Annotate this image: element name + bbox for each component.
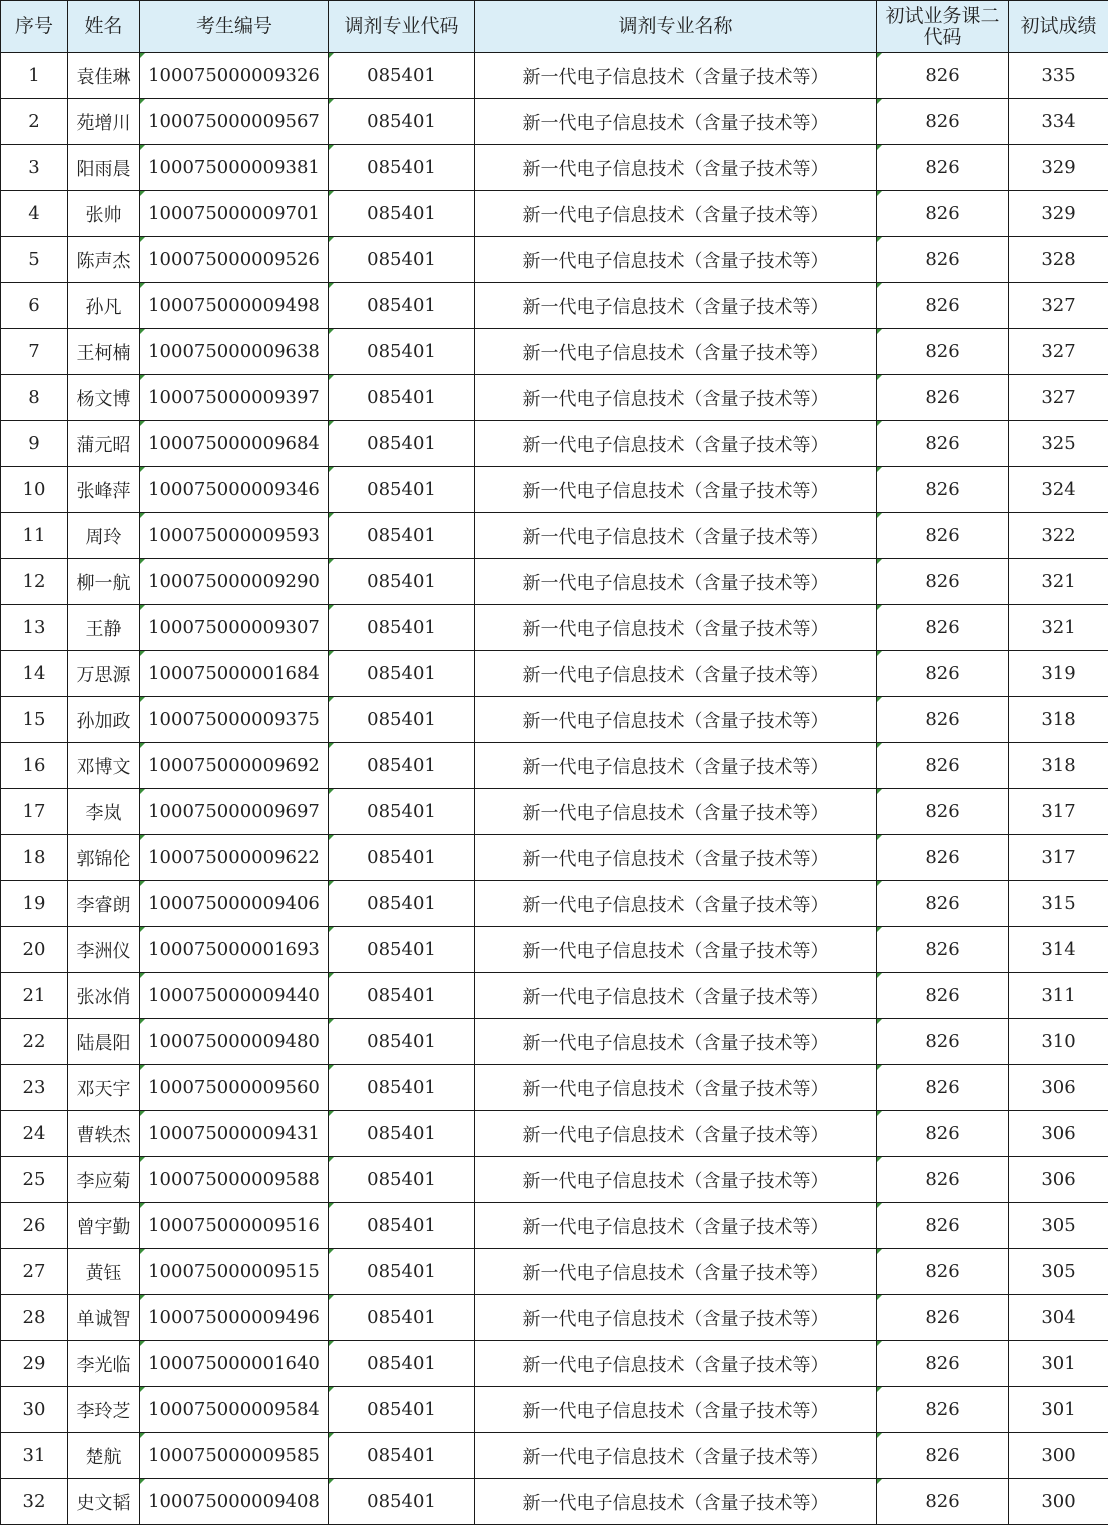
cell-major-name: 新一代电子信息技术（含量子技术等） — [475, 559, 877, 605]
cell-major-code: 085401 — [329, 513, 475, 559]
cell-seq: 24 — [1, 1111, 68, 1157]
cell-score: 327 — [1009, 329, 1108, 375]
cell-name: 郭锦伦 — [68, 835, 140, 881]
cell-score: 321 — [1009, 605, 1108, 651]
cell-name: 杨文博 — [68, 375, 140, 421]
cell-major-code: 085401 — [329, 697, 475, 743]
cell-seq: 6 — [1, 283, 68, 329]
cell-score: 317 — [1009, 835, 1108, 881]
cell-candidate-id: 100075000009560 — [140, 1065, 329, 1111]
cell-major-name: 新一代电子信息技术（含量子技术等） — [475, 237, 877, 283]
cell-major-code: 085401 — [329, 1157, 475, 1203]
cell-candidate-id: 100075000009307 — [140, 605, 329, 651]
cell-major-code: 085401 — [329, 99, 475, 145]
cell-name: 王柯楠 — [68, 329, 140, 375]
table-row — [1, 467, 1108, 513]
table-row — [1, 1433, 1108, 1479]
cell-major-name: 新一代电子信息技术（含量子技术等） — [475, 651, 877, 697]
cell-name: 黄钰 — [68, 1249, 140, 1295]
cell-major-code: 085401 — [329, 973, 475, 1019]
cell-major-name: 新一代电子信息技术（含量子技术等） — [475, 1249, 877, 1295]
cell-seq: 27 — [1, 1249, 68, 1295]
cell-subject-code: 826 — [877, 1341, 1009, 1387]
cell-major-code: 085401 — [329, 605, 475, 651]
table-row — [1, 1387, 1108, 1433]
cell-major-name: 新一代电子信息技术（含量子技术等） — [475, 283, 877, 329]
cell-candidate-id: 100075000009496 — [140, 1295, 329, 1341]
cell-subject-code: 826 — [877, 191, 1009, 237]
cell-subject-code: 826 — [877, 1157, 1009, 1203]
table-row — [1, 789, 1108, 835]
cell-major-code: 085401 — [329, 1433, 475, 1479]
cell-name: 史文韬 — [68, 1479, 140, 1525]
cell-candidate-id: 100075000009290 — [140, 559, 329, 605]
table-row — [1, 605, 1108, 651]
header-score: 初试成绩 — [1009, 1, 1108, 53]
cell-seq: 31 — [1, 1433, 68, 1479]
cell-candidate-id: 100075000009498 — [140, 283, 329, 329]
cell-subject-code: 826 — [877, 329, 1009, 375]
cell-name: 周玲 — [68, 513, 140, 559]
cell-score: 314 — [1009, 927, 1108, 973]
cell-subject-code: 826 — [877, 881, 1009, 927]
cell-major-code: 085401 — [329, 1479, 475, 1525]
table-row — [1, 1019, 1108, 1065]
cell-subject-code: 826 — [877, 237, 1009, 283]
cell-major-name: 新一代电子信息技术（含量子技术等） — [475, 973, 877, 1019]
cell-candidate-id: 100075000009697 — [140, 789, 329, 835]
cell-seq: 19 — [1, 881, 68, 927]
cell-major-name: 新一代电子信息技术（含量子技术等） — [475, 789, 877, 835]
cell-score: 300 — [1009, 1479, 1108, 1525]
cell-major-code: 085401 — [329, 1111, 475, 1157]
cell-major-code: 085401 — [329, 1249, 475, 1295]
cell-candidate-id: 100075000009593 — [140, 513, 329, 559]
cell-score: 334 — [1009, 99, 1108, 145]
cell-candidate-id: 100075000001684 — [140, 651, 329, 697]
cell-score: 304 — [1009, 1295, 1108, 1341]
cell-name: 李睿朗 — [68, 881, 140, 927]
cell-major-name: 新一代电子信息技术（含量子技术等） — [475, 375, 877, 421]
cell-major-code: 085401 — [329, 191, 475, 237]
cell-seq: 11 — [1, 513, 68, 559]
cell-major-name: 新一代电子信息技术（含量子技术等） — [475, 145, 877, 191]
cell-score: 310 — [1009, 1019, 1108, 1065]
cell-candidate-id: 100075000009638 — [140, 329, 329, 375]
cell-subject-code: 826 — [877, 421, 1009, 467]
cell-major-code: 085401 — [329, 329, 475, 375]
cell-major-code: 085401 — [329, 53, 475, 99]
cell-subject-code: 826 — [877, 559, 1009, 605]
cell-name: 孙凡 — [68, 283, 140, 329]
header-row — [1, 1, 1108, 53]
table-row — [1, 973, 1108, 1019]
cell-major-name: 新一代电子信息技术（含量子技术等） — [475, 1433, 877, 1479]
cell-name: 王静 — [68, 605, 140, 651]
cell-name: 蒲元昭 — [68, 421, 140, 467]
cell-score: 305 — [1009, 1203, 1108, 1249]
cell-major-name: 新一代电子信息技术（含量子技术等） — [475, 881, 877, 927]
cell-major-code: 085401 — [329, 1065, 475, 1111]
cell-score: 301 — [1009, 1387, 1108, 1433]
cell-name: 李玲芝 — [68, 1387, 140, 1433]
cell-score: 324 — [1009, 467, 1108, 513]
cell-name: 李洲仪 — [68, 927, 140, 973]
cell-major-code: 085401 — [329, 835, 475, 881]
cell-candidate-id: 100075000009397 — [140, 375, 329, 421]
cell-major-code: 085401 — [329, 283, 475, 329]
table-row — [1, 743, 1108, 789]
cell-major-name: 新一代电子信息技术（含量子技术等） — [475, 191, 877, 237]
cell-seq: 29 — [1, 1341, 68, 1387]
cell-subject-code: 826 — [877, 283, 1009, 329]
cell-score: 321 — [1009, 559, 1108, 605]
cell-name: 袁佳琳 — [68, 53, 140, 99]
cell-major-name: 新一代电子信息技术（含量子技术等） — [475, 329, 877, 375]
cell-candidate-id: 100075000009526 — [140, 237, 329, 283]
cell-name: 邓天宇 — [68, 1065, 140, 1111]
cell-seq: 28 — [1, 1295, 68, 1341]
cell-major-name: 新一代电子信息技术（含量子技术等） — [475, 835, 877, 881]
cell-score: 329 — [1009, 191, 1108, 237]
cell-name: 阳雨晨 — [68, 145, 140, 191]
cell-major-name: 新一代电子信息技术（含量子技术等） — [475, 1479, 877, 1525]
cell-major-code: 085401 — [329, 145, 475, 191]
cell-seq: 22 — [1, 1019, 68, 1065]
cell-candidate-id: 100075000009588 — [140, 1157, 329, 1203]
table-row — [1, 1295, 1108, 1341]
table-header — [1, 1, 1108, 53]
cell-major-name: 新一代电子信息技术（含量子技术等） — [475, 1387, 877, 1433]
cell-major-name: 新一代电子信息技术（含量子技术等） — [475, 1295, 877, 1341]
cell-candidate-id: 100075000001640 — [140, 1341, 329, 1387]
cell-major-name: 新一代电子信息技术（含量子技术等） — [475, 1203, 877, 1249]
cell-major-code: 085401 — [329, 1341, 475, 1387]
cell-subject-code: 826 — [877, 651, 1009, 697]
cell-name: 李应菊 — [68, 1157, 140, 1203]
cell-major-name: 新一代电子信息技术（含量子技术等） — [475, 53, 877, 99]
cell-candidate-id: 100075000009480 — [140, 1019, 329, 1065]
header-candidate-id: 考生编号 — [140, 1, 329, 53]
cell-score: 305 — [1009, 1249, 1108, 1295]
cell-seq: 18 — [1, 835, 68, 881]
cell-name: 李岚 — [68, 789, 140, 835]
cell-name: 张冰俏 — [68, 973, 140, 1019]
cell-score: 322 — [1009, 513, 1108, 559]
table-row — [1, 99, 1108, 145]
cell-seq: 14 — [1, 651, 68, 697]
header-major-code: 调剂专业代码 — [329, 1, 475, 53]
cell-name: 苑增川 — [68, 99, 140, 145]
cell-candidate-id: 100075000009406 — [140, 881, 329, 927]
cell-major-name: 新一代电子信息技术（含量子技术等） — [475, 1111, 877, 1157]
table-row — [1, 421, 1108, 467]
cell-subject-code: 826 — [877, 835, 1009, 881]
cell-major-code: 085401 — [329, 1019, 475, 1065]
cell-subject-code: 826 — [877, 697, 1009, 743]
cell-subject-code: 826 — [877, 513, 1009, 559]
cell-candidate-id: 100075000009440 — [140, 973, 329, 1019]
cell-candidate-id: 100075000009516 — [140, 1203, 329, 1249]
table-row — [1, 53, 1108, 99]
cell-major-code: 085401 — [329, 559, 475, 605]
cell-seq: 30 — [1, 1387, 68, 1433]
cell-major-code: 085401 — [329, 1203, 475, 1249]
table-row — [1, 513, 1108, 559]
table-row — [1, 237, 1108, 283]
cell-seq: 13 — [1, 605, 68, 651]
cell-major-code: 085401 — [329, 789, 475, 835]
cell-candidate-id: 100075000009431 — [140, 1111, 329, 1157]
cell-major-name: 新一代电子信息技术（含量子技术等） — [475, 605, 877, 651]
cell-seq: 16 — [1, 743, 68, 789]
cell-subject-code: 826 — [877, 605, 1009, 651]
cell-subject-code: 826 — [877, 467, 1009, 513]
cell-major-name: 新一代电子信息技术（含量子技术等） — [475, 1065, 877, 1111]
cell-major-name: 新一代电子信息技术（含量子技术等） — [475, 513, 877, 559]
cell-name: 单诚智 — [68, 1295, 140, 1341]
table-row — [1, 881, 1108, 927]
cell-candidate-id: 100075000009408 — [140, 1479, 329, 1525]
cell-major-code: 085401 — [329, 375, 475, 421]
header-name: 姓名 — [68, 1, 140, 53]
cell-score: 306 — [1009, 1111, 1108, 1157]
cell-score: 315 — [1009, 881, 1108, 927]
cell-name: 陈声杰 — [68, 237, 140, 283]
cell-major-code: 085401 — [329, 651, 475, 697]
table-row — [1, 375, 1108, 421]
cell-seq: 23 — [1, 1065, 68, 1111]
cell-score: 329 — [1009, 145, 1108, 191]
cell-seq: 7 — [1, 329, 68, 375]
cell-candidate-id: 100075000009326 — [140, 53, 329, 99]
cell-major-code: 085401 — [329, 927, 475, 973]
cell-major-code: 085401 — [329, 743, 475, 789]
table-row — [1, 1203, 1108, 1249]
header-major-name: 调剂专业名称 — [475, 1, 877, 53]
table-row — [1, 1341, 1108, 1387]
cell-score: 325 — [1009, 421, 1108, 467]
cell-name: 张峰萍 — [68, 467, 140, 513]
cell-score: 317 — [1009, 789, 1108, 835]
table-row — [1, 559, 1108, 605]
cell-score: 301 — [1009, 1341, 1108, 1387]
table-row — [1, 1479, 1108, 1525]
cell-score: 327 — [1009, 283, 1108, 329]
cell-major-code: 085401 — [329, 881, 475, 927]
cell-score: 318 — [1009, 743, 1108, 789]
cell-score: 327 — [1009, 375, 1108, 421]
cell-subject-code: 826 — [877, 1479, 1009, 1525]
cell-score: 306 — [1009, 1157, 1108, 1203]
table-row — [1, 283, 1108, 329]
table-body — [1, 53, 1108, 1525]
cell-subject-code: 826 — [877, 1387, 1009, 1433]
table-row — [1, 145, 1108, 191]
cell-name: 曹轶杰 — [68, 1111, 140, 1157]
cell-seq: 3 — [1, 145, 68, 191]
table-row — [1, 835, 1108, 881]
cell-candidate-id: 100075000009567 — [140, 99, 329, 145]
cell-major-name: 新一代电子信息技术（含量子技术等） — [475, 1157, 877, 1203]
table-row — [1, 1065, 1108, 1111]
cell-major-name: 新一代电子信息技术（含量子技术等） — [475, 927, 877, 973]
cell-candidate-id: 100075000001693 — [140, 927, 329, 973]
cell-subject-code: 826 — [877, 1019, 1009, 1065]
cell-score: 311 — [1009, 973, 1108, 1019]
cell-score: 318 — [1009, 697, 1108, 743]
cell-major-name: 新一代电子信息技术（含量子技术等） — [475, 743, 877, 789]
table-row — [1, 651, 1108, 697]
cell-major-code: 085401 — [329, 421, 475, 467]
cell-seq: 10 — [1, 467, 68, 513]
cell-subject-code: 826 — [877, 1249, 1009, 1295]
table-row — [1, 927, 1108, 973]
cell-seq: 12 — [1, 559, 68, 605]
cell-subject-code: 826 — [877, 53, 1009, 99]
table-row — [1, 191, 1108, 237]
cell-subject-code: 826 — [877, 1433, 1009, 1479]
cell-subject-code: 826 — [877, 927, 1009, 973]
cell-score: 306 — [1009, 1065, 1108, 1111]
cell-seq: 25 — [1, 1157, 68, 1203]
cell-name: 李光临 — [68, 1341, 140, 1387]
table-row — [1, 1157, 1108, 1203]
cell-name: 曾宇勤 — [68, 1203, 140, 1249]
cell-name: 张帅 — [68, 191, 140, 237]
cell-seq: 8 — [1, 375, 68, 421]
header-subject-code: 初试业务课二代码 — [877, 1, 1009, 53]
cell-seq: 20 — [1, 927, 68, 973]
cell-candidate-id: 100075000009346 — [140, 467, 329, 513]
cell-seq: 21 — [1, 973, 68, 1019]
cell-name: 万思源 — [68, 651, 140, 697]
cell-major-name: 新一代电子信息技术（含量子技术等） — [475, 99, 877, 145]
table-row — [1, 1249, 1108, 1295]
cell-major-code: 085401 — [329, 237, 475, 283]
cell-name: 柳一航 — [68, 559, 140, 605]
cell-major-name: 新一代电子信息技术（含量子技术等） — [475, 421, 877, 467]
cell-seq: 32 — [1, 1479, 68, 1525]
cell-major-code: 085401 — [329, 1295, 475, 1341]
cell-candidate-id: 100075000009701 — [140, 191, 329, 237]
cell-major-code: 085401 — [329, 1387, 475, 1433]
cell-seq: 26 — [1, 1203, 68, 1249]
cell-subject-code: 826 — [877, 973, 1009, 1019]
cell-candidate-id: 100075000009622 — [140, 835, 329, 881]
table-row — [1, 1111, 1108, 1157]
cell-seq: 9 — [1, 421, 68, 467]
cell-candidate-id: 100075000009684 — [140, 421, 329, 467]
cell-score: 335 — [1009, 53, 1108, 99]
cell-subject-code: 826 — [877, 789, 1009, 835]
cell-candidate-id: 100075000009515 — [140, 1249, 329, 1295]
cell-score: 328 — [1009, 237, 1108, 283]
cell-candidate-id: 100075000009585 — [140, 1433, 329, 1479]
cell-major-code: 085401 — [329, 467, 475, 513]
cell-candidate-id: 100075000009692 — [140, 743, 329, 789]
cell-seq: 17 — [1, 789, 68, 835]
cell-score: 319 — [1009, 651, 1108, 697]
cell-seq: 1 — [1, 53, 68, 99]
cell-candidate-id: 100075000009375 — [140, 697, 329, 743]
cell-name: 陆晨阳 — [68, 1019, 140, 1065]
cell-subject-code: 826 — [877, 375, 1009, 421]
cell-seq: 4 — [1, 191, 68, 237]
cell-name: 孙加政 — [68, 697, 140, 743]
cell-score: 300 — [1009, 1433, 1108, 1479]
cell-major-name: 新一代电子信息技术（含量子技术等） — [475, 467, 877, 513]
cell-name: 楚航 — [68, 1433, 140, 1479]
cell-seq: 15 — [1, 697, 68, 743]
cell-subject-code: 826 — [877, 743, 1009, 789]
cell-subject-code: 826 — [877, 1111, 1009, 1157]
cell-subject-code: 826 — [877, 99, 1009, 145]
table-row — [1, 697, 1108, 743]
cell-seq: 2 — [1, 99, 68, 145]
cell-major-name: 新一代电子信息技术（含量子技术等） — [475, 1019, 877, 1065]
cell-subject-code: 826 — [877, 1203, 1009, 1249]
cell-seq: 5 — [1, 237, 68, 283]
cell-major-name: 新一代电子信息技术（含量子技术等） — [475, 1341, 877, 1387]
cell-subject-code: 826 — [877, 1295, 1009, 1341]
cell-candidate-id: 100075000009584 — [140, 1387, 329, 1433]
cell-major-name: 新一代电子信息技术（含量子技术等） — [475, 697, 877, 743]
cell-subject-code: 826 — [877, 145, 1009, 191]
header-seq: 序号 — [1, 1, 68, 53]
cell-name: 邓博文 — [68, 743, 140, 789]
cell-candidate-id: 100075000009381 — [140, 145, 329, 191]
cell-subject-code: 826 — [877, 1065, 1009, 1111]
table-row — [1, 329, 1108, 375]
